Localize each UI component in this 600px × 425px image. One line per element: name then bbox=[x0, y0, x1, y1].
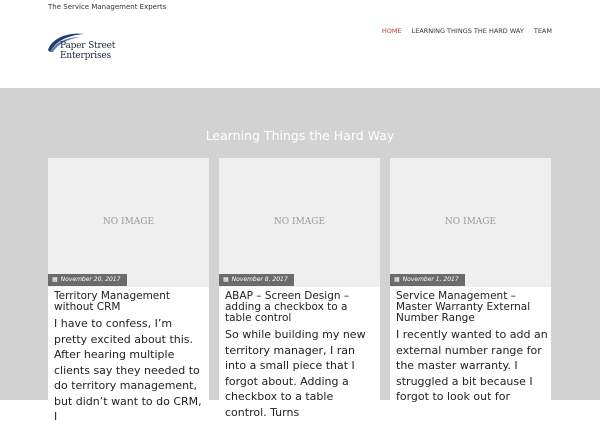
calendar-icon: ▦ bbox=[52, 276, 58, 283]
site-logo[interactable] bbox=[46, 30, 126, 66]
calendar-icon: ▦ bbox=[223, 276, 229, 283]
post-title-link[interactable]: Territory Management without CRM bbox=[54, 290, 171, 313]
page-title: Learning Things the Hard Way bbox=[205, 128, 395, 143]
no-image-placeholder: NO IMAGE bbox=[444, 217, 497, 227]
no-image-placeholder: NO IMAGE bbox=[273, 217, 326, 227]
post-date-badge bbox=[390, 274, 465, 286]
main-nav bbox=[382, 27, 552, 35]
nav-item-home[interactable]: HOME bbox=[381, 27, 402, 35]
calendar-icon: ▦ bbox=[394, 276, 400, 283]
post-date-badge bbox=[48, 274, 127, 286]
post-card[interactable] bbox=[390, 158, 551, 418]
post-thumbnail[interactable] bbox=[48, 158, 209, 287]
post-card[interactable] bbox=[48, 158, 209, 423]
post-excerpt: I have to confess, I’m pretty excited about this. After hearing multiple clients say they needed to do territory management, but didn’t want to do CRM, I bbox=[54, 317, 202, 423]
logo-text-line1: Paper Street bbox=[60, 41, 116, 51]
post-title-link[interactable]: Service Management – Master Warranty External Number Range bbox=[396, 290, 531, 324]
post-date-badge bbox=[219, 274, 294, 286]
post-card[interactable] bbox=[219, 158, 380, 418]
post-date: November 8, 2017 bbox=[231, 276, 288, 283]
site-tagline: The Service Management Experts bbox=[48, 3, 167, 11]
site-header bbox=[0, 14, 600, 88]
post-date: November 20, 2017 bbox=[60, 276, 121, 283]
nav-item-learning[interactable]: LEARNING THINGS THE HARD WAY bbox=[411, 27, 524, 35]
nav-item-team[interactable]: TEAM bbox=[533, 27, 552, 35]
post-title-link[interactable]: ABAP – Screen Design – adding a checkbox to a table control bbox=[225, 290, 350, 324]
no-image-placeholder: NO IMAGE bbox=[102, 217, 155, 227]
hero-section bbox=[0, 88, 600, 423]
post-excerpt: I recently wanted to add an external number range for the master warranty. I struggled a bit because I forgot to look out for bbox=[396, 328, 548, 403]
logo-text-line2: Enterprises bbox=[60, 51, 111, 61]
post-excerpt: So while building my new territory manager, I ran into a small piece that I forgot about. Adding a checkbox to a table control. Turns bbox=[225, 328, 366, 419]
post-thumbnail[interactable] bbox=[219, 158, 380, 287]
post-date: November 1, 2017 bbox=[402, 276, 459, 283]
post-thumbnail[interactable] bbox=[390, 158, 551, 287]
